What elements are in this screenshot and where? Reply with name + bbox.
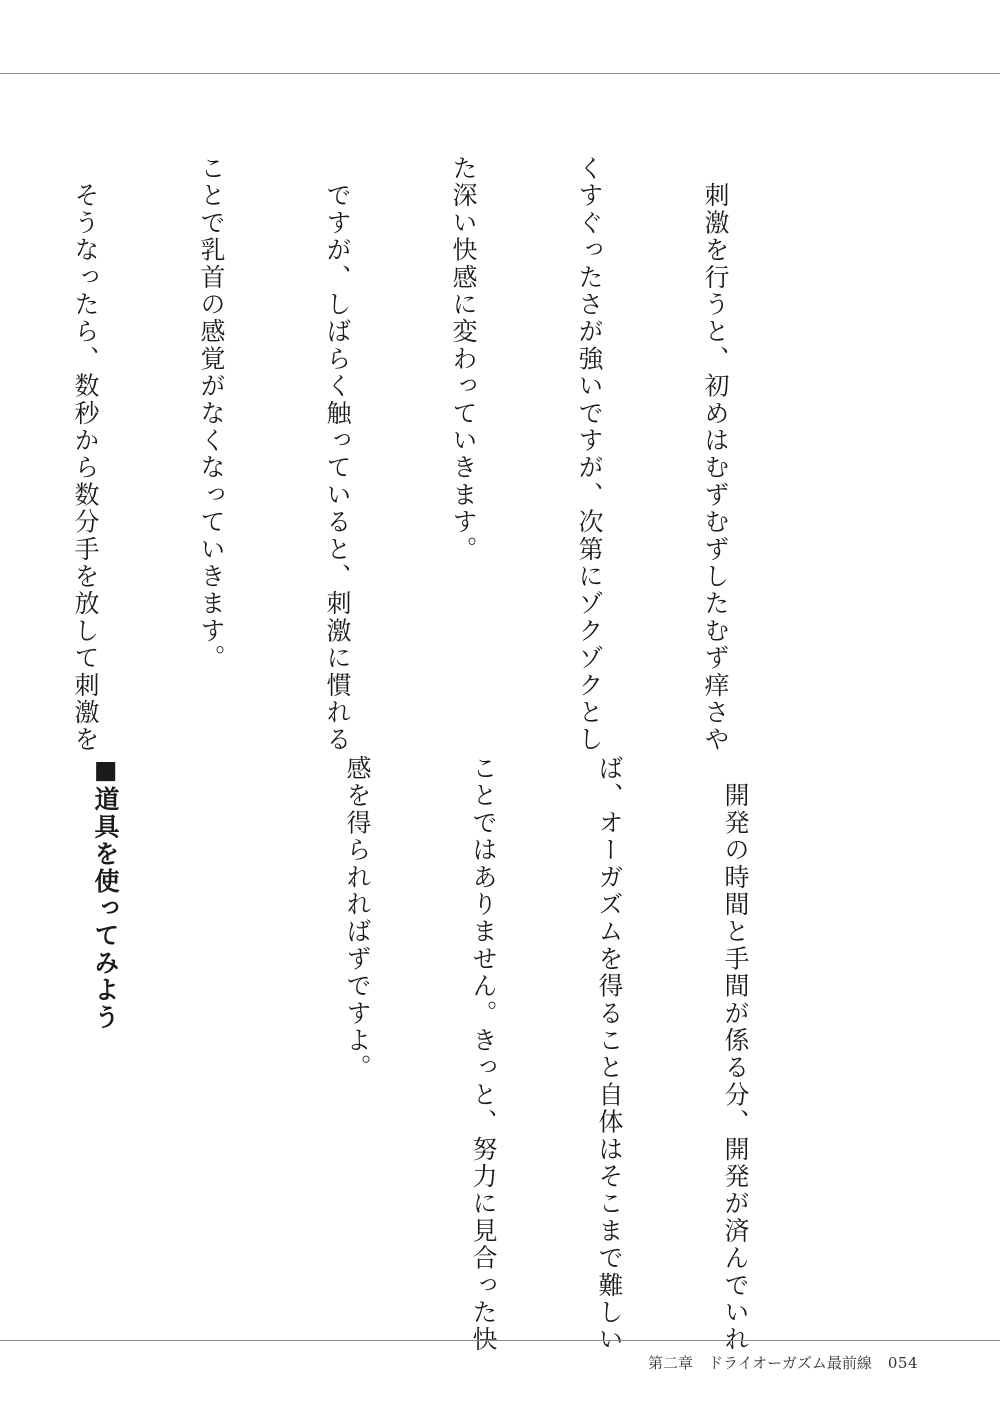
chapter-title: 第二章 ドライオーガズム最前線	[648, 1354, 872, 1372]
text-line: た深い快感に変わっていきます。	[449, 155, 478, 563]
heading-spacer	[210, 755, 252, 1285]
text-line: ことで乳首の感覚がなくなっていきます。	[197, 155, 226, 672]
section-heading: ■道具を使ってみよう	[91, 755, 120, 1031]
page-number: 054	[887, 1354, 918, 1372]
text-line: ことではありません。きっと、努力に見合った快	[469, 755, 498, 1354]
text-line: そうなったら、数秒から数分手を放して刺激を	[71, 155, 100, 754]
text-line: ですが、しばらく触っていると、刺激に慣れる	[323, 155, 352, 754]
lower-text-block	[91, 755, 840, 1354]
text-line: くすぐったさが強いですが、次第にゾクゾクとし	[575, 155, 604, 754]
text-line: ば、オーガズムを得ること自体はそこまで難しい	[595, 755, 624, 1354]
header-rule	[0, 73, 1000, 74]
text-line: 開発の時間と手間が係る分、開発が済んでいれ	[721, 755, 750, 1354]
page-footer	[648, 1352, 918, 1373]
footer-rule	[0, 1340, 1000, 1341]
text-line: 刺激を行うと、初めはむずむずしたむず痒さや	[701, 155, 730, 754]
text-line: 感を得られればずですよ。	[343, 755, 372, 1082]
upper-text-block	[71, 155, 820, 754]
